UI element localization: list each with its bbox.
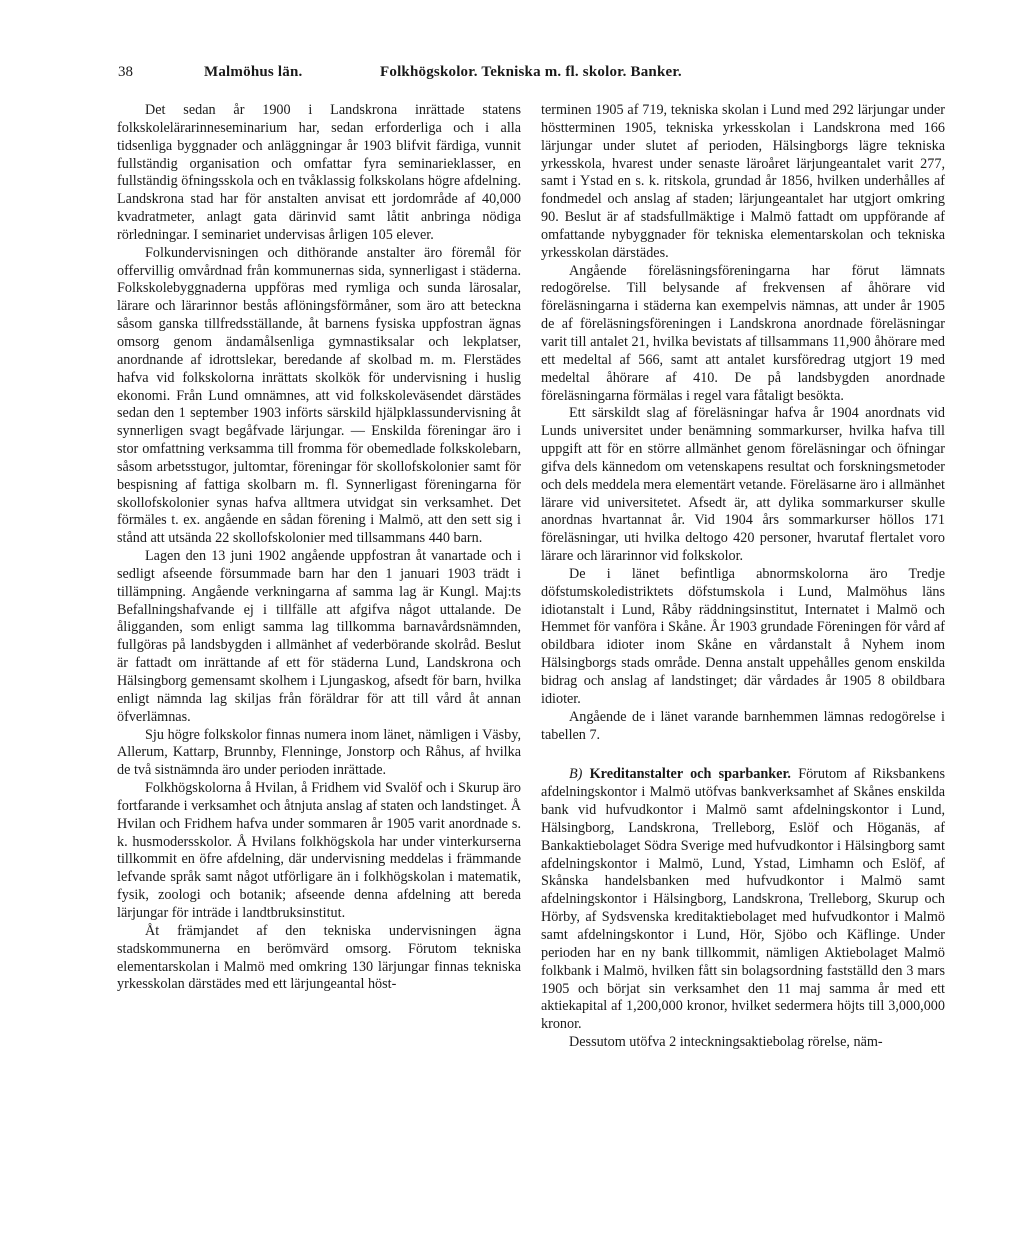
header-section-title: Folkhögskolor. Tekniska m. fl. skolor. Banker.: [380, 64, 682, 80]
paragraph: Dessutom utöfva 2 inteckningsaktiebolag rörelse, näm-: [569, 1034, 883, 1051]
paragraph: Folkundervisningen och dithörande anstalter äro föremål för offervillig omvårdnad från kommunernas sida, synnerligast i städerna. Folkskolebyggnaderna uppföras med rymliga och sunda lärosalar, lärare och lärarinnor bestås aflöningsförmåner, som äro att beteckna såsom ganska tillfredsställande, åt barnens fysiska uppfostran ägnas omsorg genom ändamålsenliga gymnastiksalar och lekplatser, anordnande af idrottslekar, beredande af skolbad m. m. Flerstädes hafva vid folkskolorna inrättats skolkök för undervisning i huslig ekonomi. Från Lund omnämnes, att vid folkskoleväsendet därstädes sedan den 1 september 1903 införts särskild hjälpklassundervisning åt synnerligen svagt begåfvade lärjungar. — Enskilda föreningar äro i stor omfattning verksamma till fromma för obemedlade folkskolebarn, såsom arbetsstugor, jultomtar, föreningar för skollofskolonier samt för bespisning af fattiga skolbarn m. fl. Synnerligast föreningarna för skollofskolonier synas hafva alltmera utvidgat sin verksamhet. Det förmäles t. ex. angående en sådan förening i Malmö, att den sett sig i stånd att utsända 22 skollofskolonier med tillsammans 440 barn.: [117, 244, 521, 547]
page-header: [118, 64, 964, 88]
section-b-paragraph: [541, 766, 945, 1034]
paragraph: Sju högre folkskolor finnas numera inom länet, nämligen i Väsby, Allerum, Kattarp, Brunnby, Flenninge, Jonstorp och Råhus, af hvilka de två sistnämnda äro under perioden inrättade.: [117, 726, 521, 779]
paragraph: Angående föreläsningsföreningarna har förut lämnats redogörelse. Till belysande af frekvensen af åhörare vid föreläsningarna i städerna kan exempelvis nämnas, att under år 1905 de af föreläsningsföreningen i Landskrona anordnade föreläsningar varit till antalet 21, hvilka bevistats af tillsammans 11,900 åhörare med ett medeltal af 566, samt att antalet kursföredrag utgjort 19 med medeltal åhörare af 410. De på landsbygden anordnade föreläsningarna förmälas i regel vara fåtaligt besökta.: [541, 262, 945, 404]
paragraph: De i länet befintliga abnormskolorna äro Tredje döfstumskoledistriktets döfstumskola i Lund, Malmöhus läns idiotanstalt i Lund, Råby räddningsinstitut, Internatet i Malmö och Hemmet för vanföra i Skåne. År 1903 grundade Föreningen för vård af obildbara idioter inom Skåne en vårdanstalt å Nyhem inom Hälsingborgs stads område. Denna anstalt uppehålles genom enskilda bidrag och anslag af landstinget; där vårdades år 1905 8 obildbara idioter.: [541, 565, 945, 707]
paragraph: terminen 1905 af 719, tekniska skolan i Lund med 292 lärjungar under höstterminen 1905, tekniska yrkesskolan i Landskrona med 166 lärjungar under slutet af perioden, Hälsingborgs lägre tekniska yrkesskola, hvarest under senaste läroåret lärjungeantalet varit 277, samt i Ystad en s. k. ritskola, grundad år 1856, hvilken underhålles af fondmedel och anslag af staden; lärjungeantalet har utgjort omkring 90. Beslut är af stadsfullmäktige i Malmö fattadt om uppförande af omfattande nybyggnader för tekniska elementarskolan och tekniska yrkesskolan därstädes.: [541, 102, 945, 261]
page-number: 38: [118, 64, 133, 80]
paragraph: Lagen den 13 juni 1902 angående uppfostran åt vanartade och i sedligt afseende försummade barn har den 1 januari 1903 trädt i tillämpning. Angående verkningarna af samma lag är Kungl. Maj:ts Befallningshafvande ej i tillfälle att afgifva något uttalande. De åligganden, som enligt samma lag tillkomma barnavårdsnämnden, fullgöras på landsbygden i allmänhet af vederbörande skolråd. Beslut är fattadt om inrättande af ett för städerna Lund, Landskrona och Hälsingborg gemensamt skolhem i Ljungaskog, afsedt för barn, hvilka enligt nämnda lag skiljas från föräldrar för att till vård åt annan öfverlämnas.: [117, 548, 521, 725]
paragraph: Åt främjandet af den tekniska undervisningen ägna stadskommunerna en berömvärd omsorg. Förutom tekniska elementarskolan i Malmö med omkring 130 lärjungar finnas tekniska yrkesskolan därstädes med ett lärjungeantal höst-: [117, 922, 521, 993]
section-b-text: Förutom af Riksbankens afdelningskontor i Malmö utöfvas bankverksamhet af Skånes enskilda bank vid hufvudkontor i Malmö samt afdelningskontor i Lund, Hälsingborg, Landskrona, Trelleborg, Eslöf och Höganäs, af Bankaktiebolaget Södra Sverige med hufvudkontor i Hälsingborg samt afdelningskontor i Malmö, Lund, Ystad, Limhamn och Eslöf, af Skånska handelsbanken med hufvudkontor i Malmö samt afdelningskontor i Hälsingborg, Landskrona, Trelleborg, Skurup och Hörby, af Sydsvenska kreditaktiebolaget med hufvudkontor i Malmö samt afdelningskontor i Lund, Hör, Sjöbo och Käflinge. Under perioden har en ny bank tillkommit, nämligen Aktiebolaget Malmö folkbank i Malmö, hvilken fått sin bolagsordning fastställd den 3 mars 1905 och börjat sin verksamhet den 11 maj samma år med ett aktiekapital af 1,200,000 kronor, hvilket sedermera höjts till 3,000,000 kronor.: [541, 766, 946, 1033]
paragraph: Det sedan år 1900 i Landskrona inrättade statens folkskolelärarinneseminarium har, sedan erforderliga och i alla tidsenliga byggnader och anläggningar år 1903 blifvit färdiga, vunnit fullständig organisation och omfattar fyra seminarieklasser, en fullständig öfningsskola och en tvåklassig folkskolans högre afdelning. Landskrona stad har för anstalten anvisat ett jordområde af 40,000 kvadratmeter, anlagt gata därinvid samt låtit anbringa nödiga rörledningar. I seminariet undervisas årligen 105 elever.: [117, 102, 521, 243]
paragraph: Angående de i länet varande barnhemmen lämnas redogörelse i tabellen 7.: [541, 708, 945, 743]
paragraph: Folkhögskolorna å Hvilan, å Fridhem vid Svalöf och i Skurup äro fortfarande i verksamhet och åtnjuta anslag af staten och landstinget. Å Hvilan och Fridhem hafva under sommaren år 1905 varit anordnade s. k. husmodersskolor. Å Hvilans folkhögskola har under vinterkurserna tillkommit en öfre afdelning, där undervisning meddelas i främmande lefvande språk samt något utförligare än i folkhögskolan i matematik, fysik, zoologi och botanik; afseende denna afdelning att bereda lärjungar för inträde i landtbruksinstitut.: [117, 780, 521, 921]
paragraph: Ett särskildt slag af föreläsningar hafva år 1904 anordnats vid Lunds universitet under benämning sommarkurser, hvilka hafva till uppgift att för en större allmänhet genom föreläsningar och öfningar gifva dels kännedom om vetenskapens resultat och forskningsmetoder och dels meddela mera elementärt vetande. Föreläsarne äro i allmänhet lärare vid universitetet. Afsedt är, att dylika sommarkurser skulle anordnas hvartannat år. Vid 1904 års sommarkurser höllos 171 föreläsningar, uti hvilka deltogo 420 personer, hvarutaf flertalet voro lärare och lärarinnor vid folkskolor.: [541, 405, 945, 565]
right-column: [541, 102, 945, 1052]
header-county-title: Malmöhus län.: [204, 64, 303, 80]
section-b-label: B): [569, 766, 583, 783]
left-column: [117, 102, 521, 994]
section-b-heading: Kreditanstalter och sparbanker.: [589, 766, 791, 783]
